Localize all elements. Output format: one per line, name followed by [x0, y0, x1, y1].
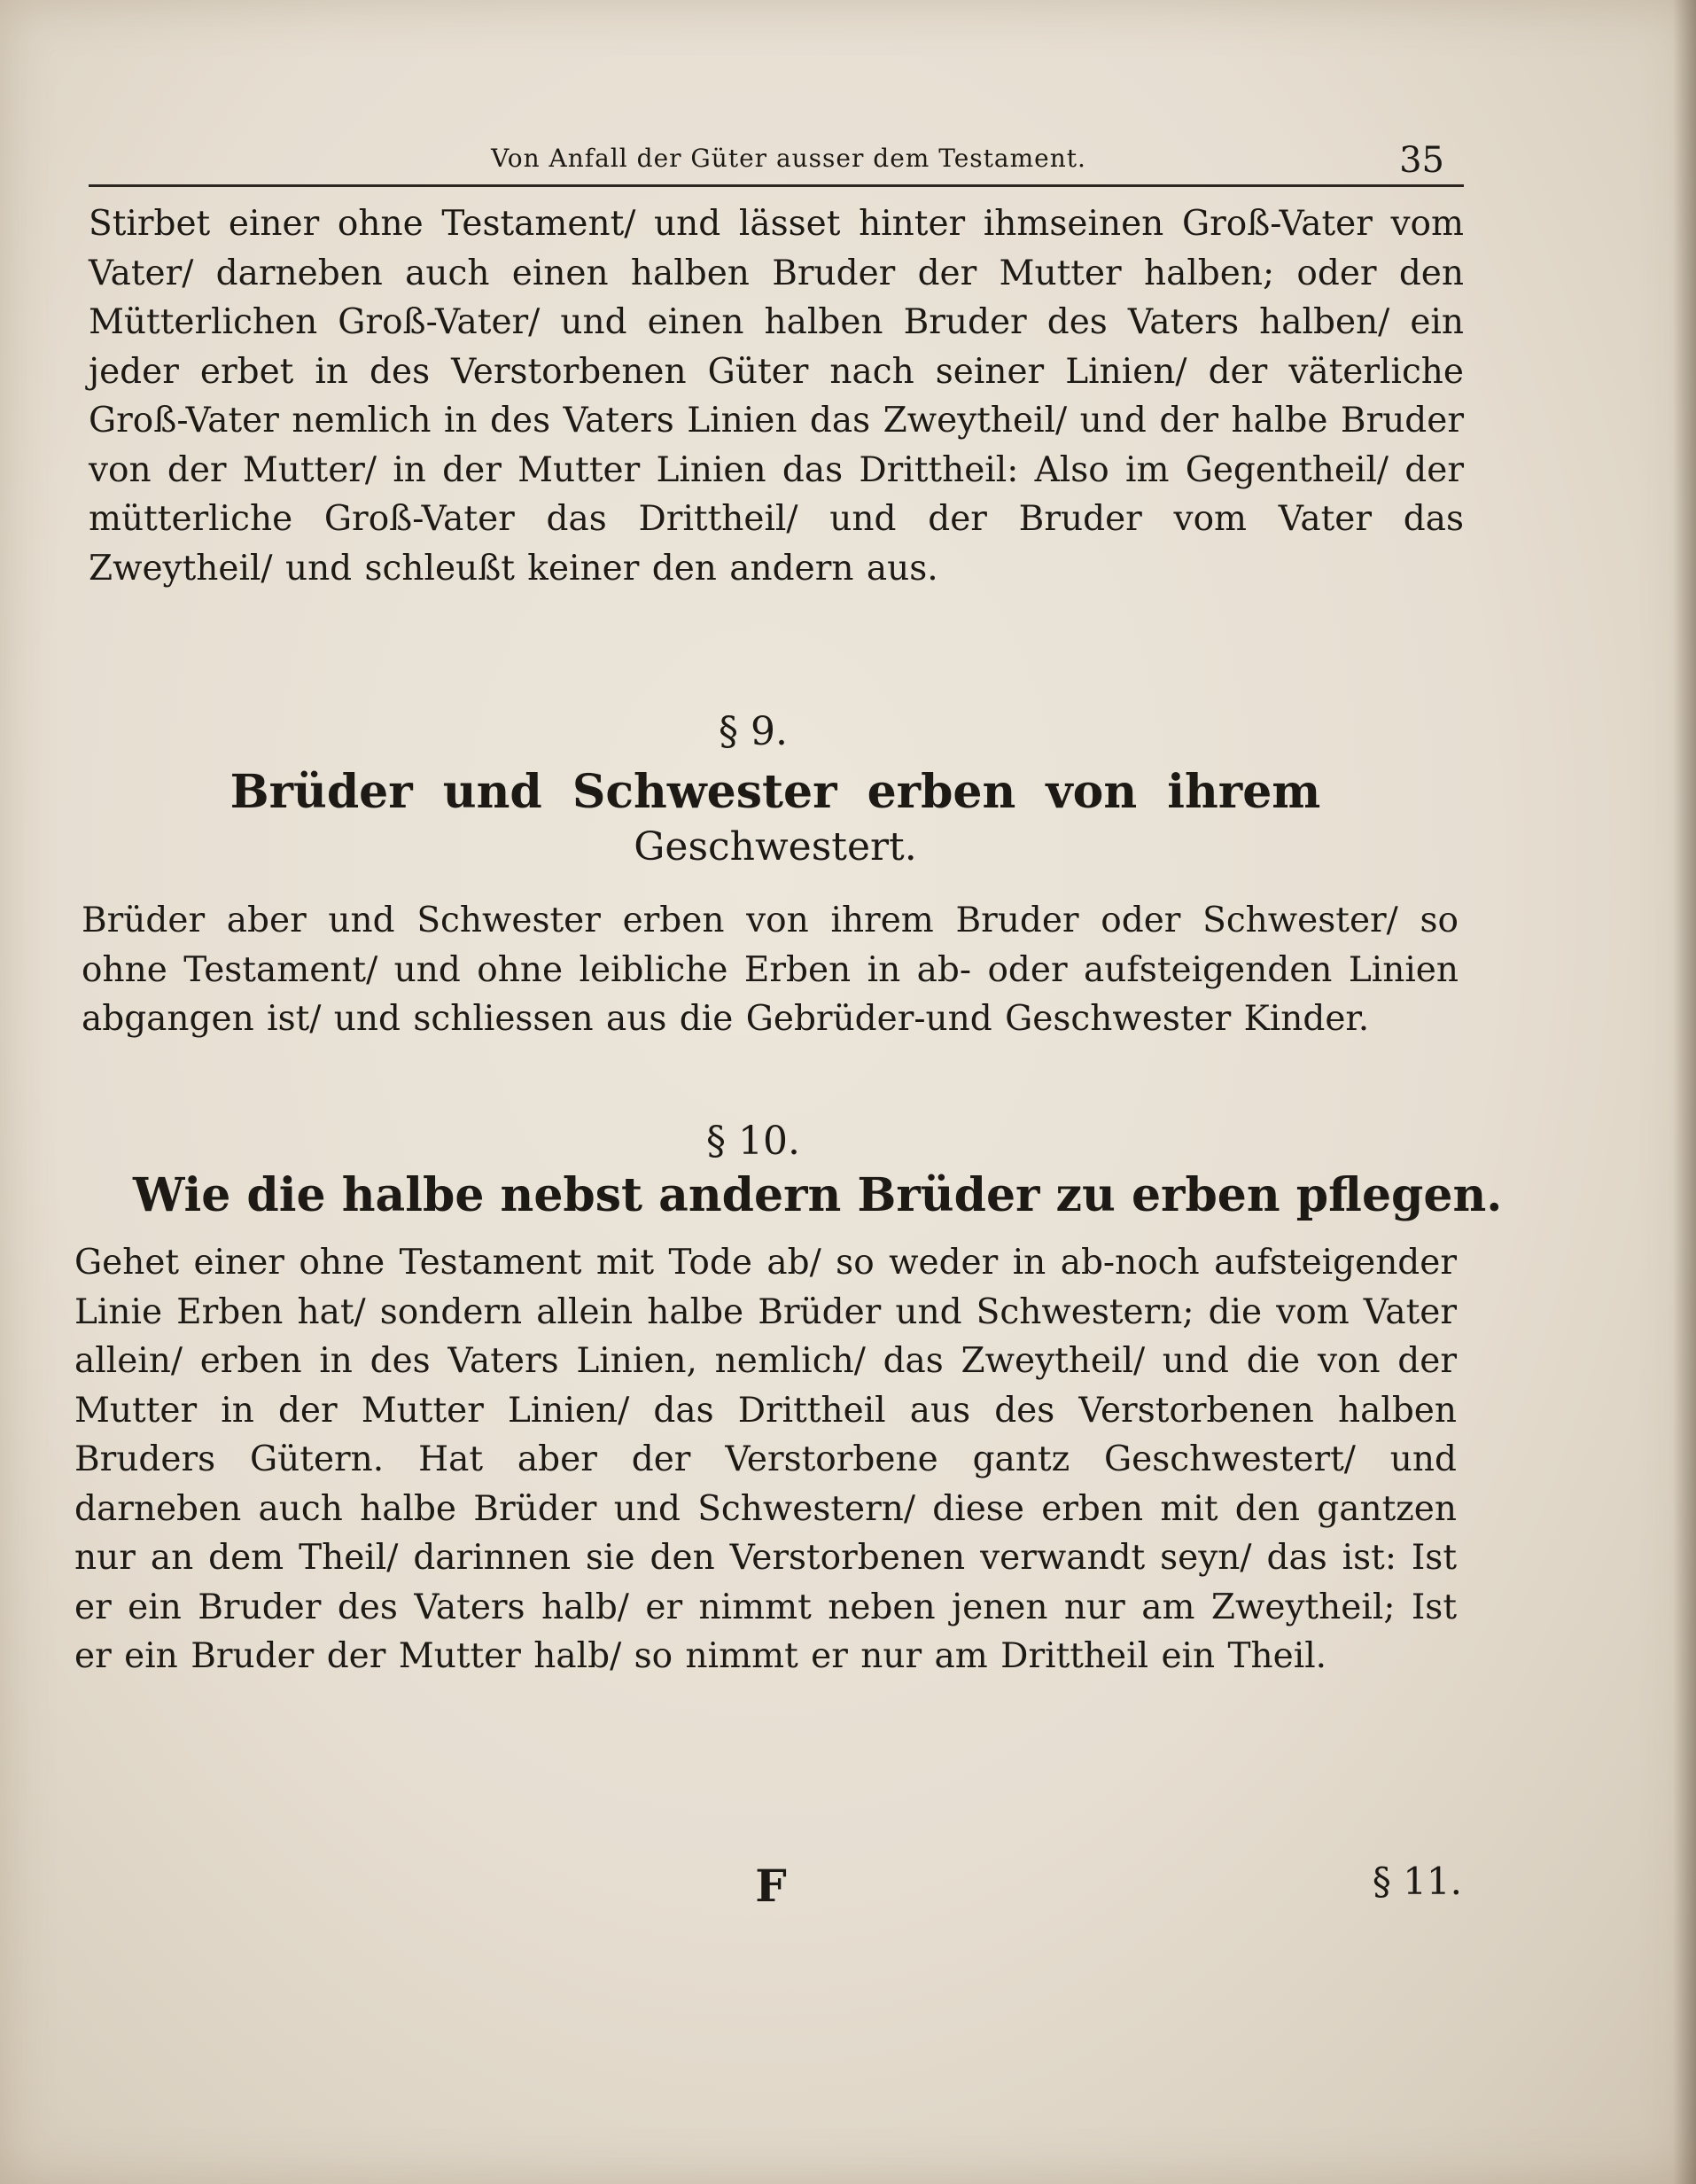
section-9-number: § 9.: [719, 709, 788, 754]
section-9-heading: Brüder und Schwester erben von ihrem: [230, 765, 1321, 819]
paragraph-grandfather-half-brother: Stirbet einer ohne Testament/ und lässet hinter ihmseinen Groß-Vater vom Vater/ darneben auch einen halben Bruder der Mutter halben; oder den Mütterlichen Groß-Vater/ und einen halben Bruder des Vaters halben/ ein jeder erbet in des Verstorbenen Güter nach seiner Linien/ der väterliche Groß-Vater nemlich in des Vaters Linien das Zweytheil/ und der halbe Bruder von der Mutter/ in der Mutter Linien das Drittheil: Also im Gegentheil/ der mütterliche Groß-Vater das Drittheil/ und der Bruder vom Vater das Zweytheil/ und schleußt keiner den andern aus.: [89, 204, 1464, 589]
section-10-number: § 10.: [706, 1119, 800, 1164]
signature-mark: F: [755, 1860, 787, 1912]
running-header-title: Von Anfall der Güter ausser dem Testament.: [491, 144, 1086, 173]
catchword-next-section: § 11.: [1372, 1860, 1462, 1903]
header-rule: [89, 184, 1464, 187]
section-10-heading: Wie die halbe nebst andern Brüder zu erben pflegen.: [133, 1168, 1503, 1222]
paragraph-siblings-inherit: Brüder aber und Schwester erben von ihrem Bruder oder Schwester/ so ohne Testament/ und ohne leibliche Erben in ab- oder aufsteigenden Linien abgangen ist/ und schliessen aus die Gebrüder-und Geschwester Kinder.: [82, 901, 1459, 1039]
paragraph-half-siblings-inherit: Gehet einer ohne Testament mit Tode ab/ so weder in ab-noch aufsteigender Linie Erben hat/ sondern allein halbe Brüder und Schwestern; die vom Vater allein/ erben in des Vaters Linien, nemlich/ das Zweytheil/ und die von der Mutter in der Mutter Linien/ das Drittheil aus des Verstorbenen halben Bruders Gütern. Hat aber der Verstorbene gantz Geschwestert/ und darneben auch halbe Brüder und Schwestern/ diese erben mit den gantzen nur an dem Theil/ darinnen sie den Verstorbenen verwandt seyn/ das ist: Ist er ein Bruder des Vaters halb/ er nimmt neben jenen nur am Zweytheil; Ist er ein Bruder der Mutter halb/ so nimmt er nur am Drittheil ein Theil.: [74, 1243, 1457, 1676]
page-number: 35: [1399, 140, 1444, 181]
section-9-heading-continued: Geschwestert.: [634, 824, 917, 870]
